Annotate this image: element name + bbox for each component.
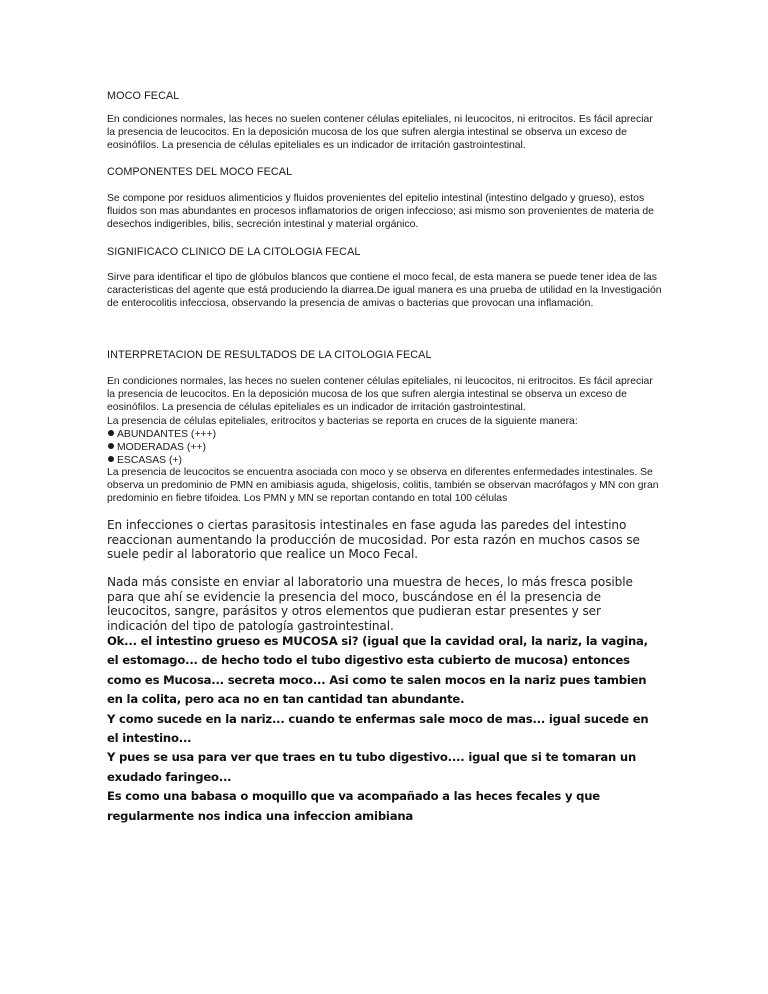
paragraph-significado: Sirve para identificar el tipo de glóbulos blancos que contiene el moco fecal, de esta manera se puede tener idea de las caracteristicas del agente que está produciendo la diarrea.De igual manera es una prueba de utilidad en la Investigación de enterocolitis infecciosa, observando la presencia de amivas o bacterias que provocan una inflamación. (107, 272, 662, 309)
list-item: MODERADAS (++) (107, 441, 663, 454)
bullet-icon (108, 456, 114, 462)
bullet-icon (108, 430, 114, 436)
bullet-list (107, 428, 663, 467)
paragraph-procedimiento: Nada más consiste en enviar al laboratorio una muestra de heces, lo más fresca posible para que ahí se evidencie la presencia del moco, buscándose en él la presencia de leucocitos, sangre, parásitos y otros elementos que pudieran estar presentes y ser indicación del tipo de patología gastrointestinal. (107, 575, 633, 634)
paragraph-componentes: Se compone por residuos alimenticios y fluidos provenientes del epitelio intestinal (intestino delgado y grueso), estos fluidos son mas abundantes en procesos inflamatorios de origen infeccioso; asi mismo son provenientes de materia de desechos indigeribles, bilis, secreción intestinal y material orgánico. (107, 193, 654, 230)
heading-componentes: COMPONENTES DEL MOCO FECAL (107, 166, 293, 178)
paragraph-cruces: La presencia de células epiteliales, eritrocitos y bacterias se reporta en cruces de la siguiente manera: (107, 416, 578, 427)
heading-interpretacion: INTERPRETACION DE RESULTADOS DE LA CITOLOGIA FECAL (107, 349, 432, 361)
bold-paragraph-mucosa: Ok... el intestino grueso es MUCOSA si? (igual que la cavidad oral, la nariz, la vagina, el estomago... de hecho todo el tubo digestivo esta cubierto de mucosa) entonces como es Mucosa... secreta moco... Asi como te salen mocos en la nariz pues tambien en la colita, pero aca no en tan cantidad tan abundante. (107, 634, 648, 707)
paragraph-interpretacion: En condiciones normales, las heces no suelen contener células epiteliales, ni leucocitos, ni eritrocitos. Es fácil apreciar la presencia de leucocitos. En la deposición mucosa de los que sufren alergia intestinal se observa un exceso de eosinófilos. La presencia de células epiteliales es un indicador de irritación gastrointestinal. (107, 376, 653, 413)
list-item: ESCASAS (+) (107, 454, 663, 467)
heading-moco-fecal: MOCO FECAL (107, 90, 180, 102)
bold-paragraph-babasa: Es como una babasa o moquillo que va acompañado a las heces fecales y que regularmente nos indica una infeccion amibiana (107, 789, 600, 823)
list-item: ABUNDANTES (+++) (107, 428, 663, 441)
bold-paragraph-exudado: Y pues se usa para ver que traes en tu tubo digestivo.... igual que si te tomaran un exudado faringeo... (107, 750, 637, 784)
bold-paragraph-nariz: Y como sucede en la nariz... cuando te enfermas sale moco de mas... igual sucede en el intestino... (107, 711, 649, 746)
paragraph-intro: En condiciones normales, las heces no suelen contener células epiteliales, ni leucocitos, ni eritrocitos. Es fácil apreciar la presencia de leucocitos. En la deposición mucosa de los que sufren alergia intestinal se observa un exceso de eosinófilos. La presencia de células epiteliales es un indicador de irritación gastrointestinal. (107, 114, 653, 151)
paragraph-infecciones: En infecciones o ciertas parasitosis intestinales en fase aguda las paredes del intestino reaccionan aumentando la producción de mucosidad. Por esta razón en muchos casos se suele pedir al laboratorio que realice un Moco Fecal. (107, 518, 640, 562)
bullet-icon (108, 443, 114, 449)
heading-significado-clinico: SIGNIFICACO CLINICO DE LA CITOLOGIA FECAL (107, 246, 361, 258)
paragraph-leucocitos: La presencia de leucocitos se encuentra asociada con moco y se observa en diferentes enfermedades intestinales. Se observa un predominio de PMN en amibiasis aguda, shigelosis, colitis, también se observan macrófagos y MN con gran predominio en fiebre tifoidea. Los PMN y MN se reportan contando en total 100 células (107, 467, 659, 504)
informal-explanation (107, 632, 663, 826)
